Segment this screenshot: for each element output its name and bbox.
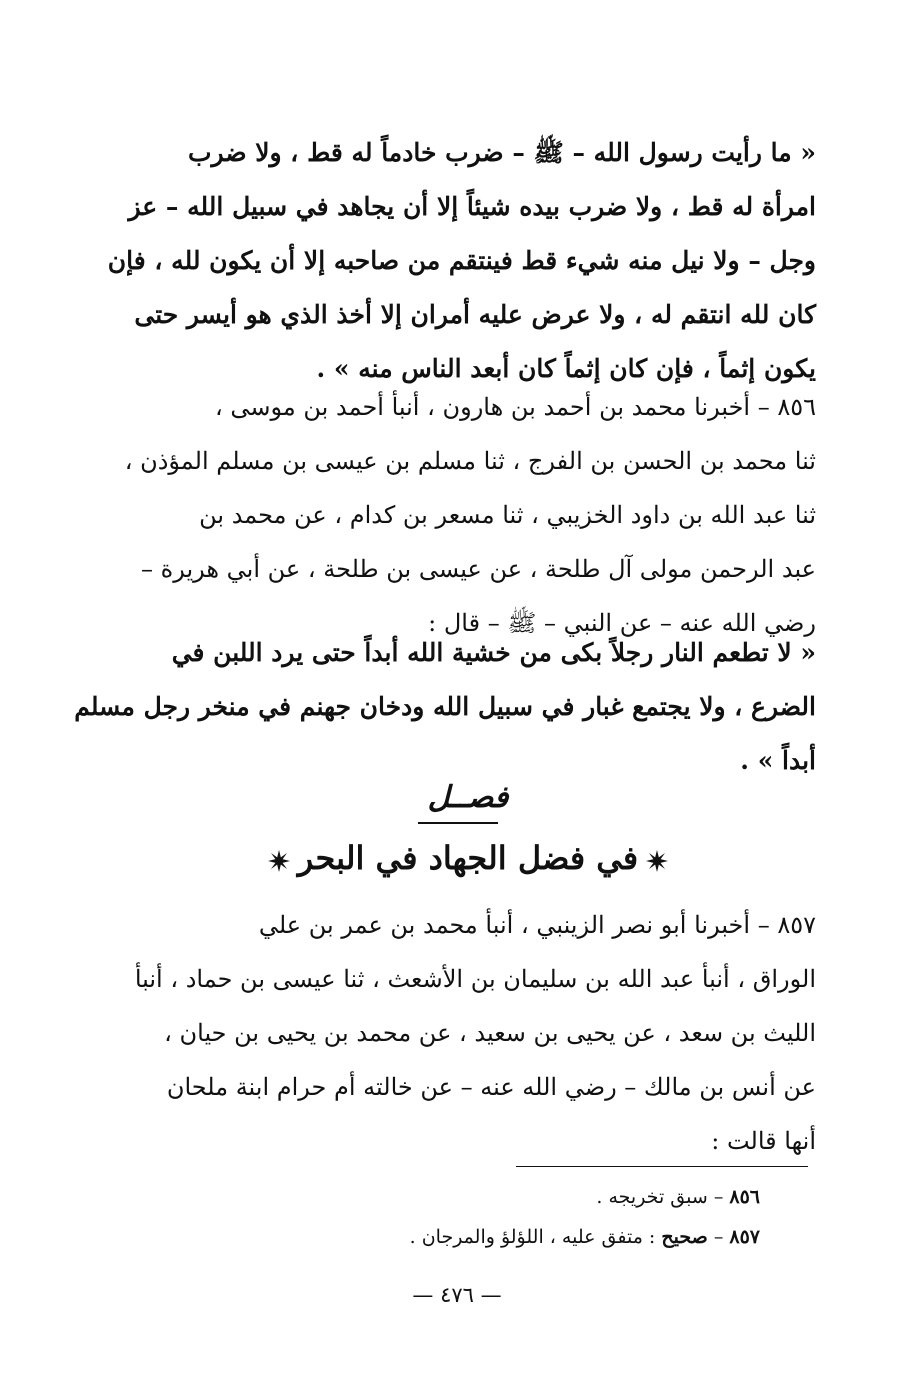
text-line: وجل – ولا نيل منه شيء قط فينتقم من صاحبه إلا أن يكون لله ، فإن: [107, 246, 816, 275]
text-line: الضرع ، ولا يجتمع غبار في سبيل الله ودخان جهنم في منخر رجل مسلم: [74, 692, 816, 721]
text-line: الليث بن سعد ، عن يحيى بن سعيد ، عن محمد بن يحيى بن حيان ،: [164, 1019, 816, 1047]
text-line: أنها قالت :: [711, 1127, 816, 1155]
text-line: عبد الرحمن مولى آل طلحة ، عن عيسى بن طلحة ، عن أبي هريرة –: [141, 555, 816, 583]
hadith-856-chain: [120, 380, 816, 650]
text-line: يكون إثماً ، فإن كان إثماً كان أبعد الناس منه » .: [316, 354, 816, 383]
footnote-dash: –: [707, 1186, 730, 1208]
footnote-separator: [516, 1166, 808, 1167]
footnote-dash: –: [707, 1226, 730, 1248]
text-line: رضي الله عنه – عن النبي – ﷺ – قال :: [428, 609, 816, 637]
footnote-text: : متفق عليه ، اللؤلؤ والمرجان .: [409, 1226, 662, 1248]
text-line: كان لله انتقم له ، ولا عرض عليه أمران إلا أخذ الذي هو أيسر حتى: [134, 300, 816, 329]
text-line: « لا تطعم النار رجلاً بكى من خشية الله أبداً حتى يرد اللبن في: [171, 638, 816, 667]
text-line: ٨٥٦ – أخبرنا محمد بن أحمد بن هارون ، أنبأ أحمد بن موسى ،: [215, 393, 816, 421]
footnote-number: ٨٥٦: [729, 1186, 760, 1208]
footnote-856: [300, 1182, 760, 1212]
hadith-text-quote-1: [107, 126, 816, 396]
star-ornament-icon: [646, 850, 668, 872]
footnote-number: ٨٥٧: [729, 1226, 760, 1248]
text-line: امرأة له قط ، ولا ضرب بيده شيئاً إلا أن يجاهد في سبيل الله – عز: [128, 192, 816, 221]
text-line: « ما رأيت رسول الله – ﷺ – ضرب خادماً له قط ، ولا ضرب: [188, 138, 816, 167]
footnote-text: سبق تخريجه .: [596, 1186, 708, 1208]
text-line: ٨٥٧ – أخبرنا أبو نصر الزينبي ، أنبأ محمد بن عمر بن علي: [258, 911, 816, 939]
section-title: في فضل الجهاد في البحر: [297, 839, 639, 877]
text-line: الوراق ، أنبأ عبد الله بن سليمان بن الأشعث ، ثنا عيسى بن حماد ، أنبأ: [134, 965, 816, 993]
hadith-text-quote-2: [74, 626, 816, 788]
text-line: عن أنس بن مالك – رضي الله عنه – عن خالته أم حرام ابنة ملحان: [166, 1073, 816, 1101]
star-ornament-icon: [268, 850, 290, 872]
footnote-857: [300, 1222, 760, 1252]
footnote-grade: صحيح: [661, 1226, 708, 1248]
text-line: أبداً » .: [740, 746, 816, 775]
text-line: ثنا محمد بن الحسن بن الفرج ، ثنا مسلم بن عيسى بن مسلم المؤذن ،: [124, 447, 816, 475]
hadith-857-chain: [120, 898, 816, 1168]
section-title-row: [120, 832, 816, 884]
text-line: ثنا عبد الله بن داود الخزيبي ، ثنا مسعر بن كدام ، عن محمد بن: [199, 501, 816, 529]
page-number: — ٤٧٦ —: [412, 1283, 502, 1307]
section-label: فصــل: [427, 780, 509, 815]
section-label-underline: [418, 822, 498, 824]
